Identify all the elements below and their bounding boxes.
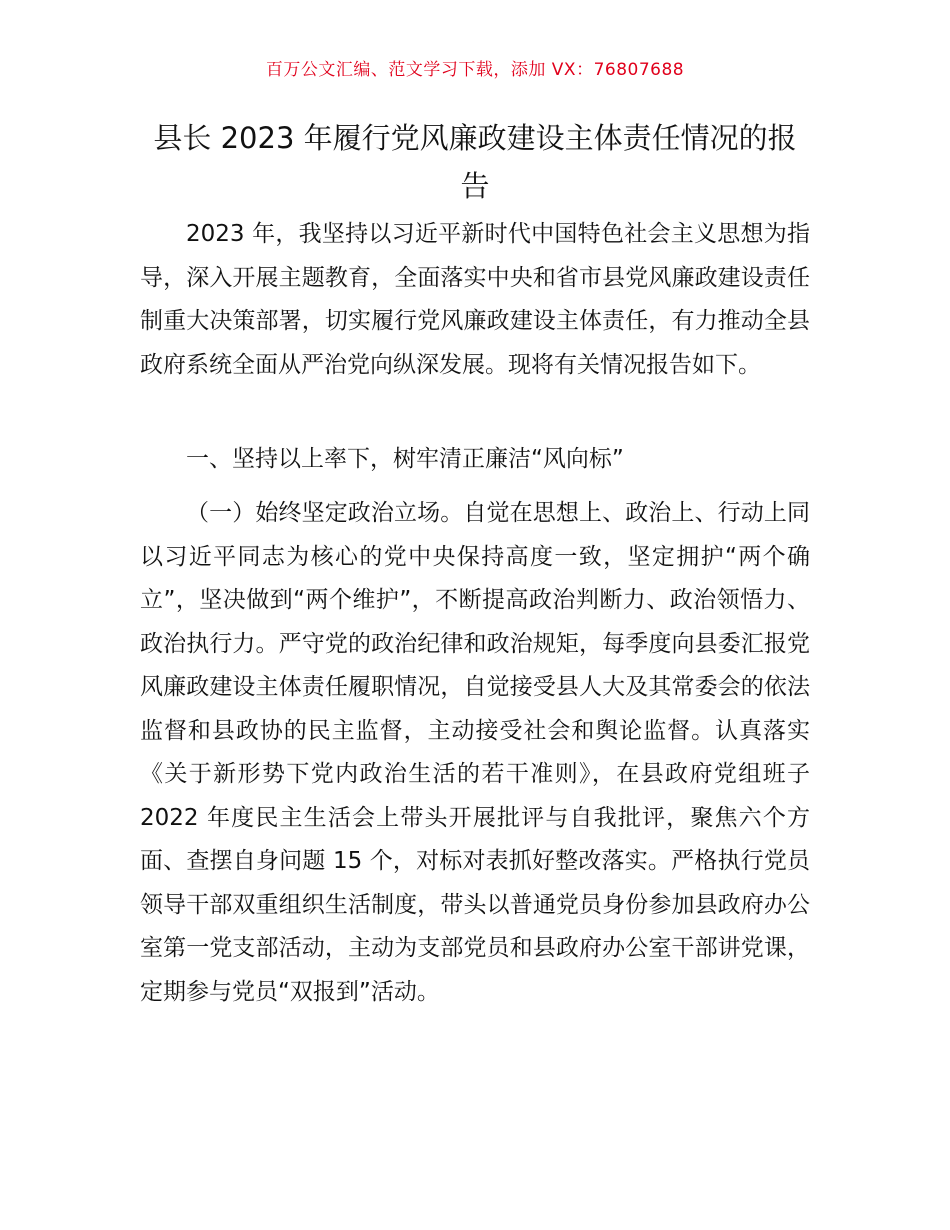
paragraph-section-1-1: （一）始终坚定政治立场。自觉在思想上、政治上、行动上同以习近平同志为核心的党中央保持高度一致，坚定拥护“两个确立”，坚决做到“两个维护”，不断提高政治判断力、政治领悟力、政治执行力。严守党的政治纪律和政治规矩，每季度向县委汇报党风廉政建设主体责任履职情况，自觉接受县人大及其常委会的依法监督和县政协的民主监督，主动接受社会和舆论监督。认真落实《关于新形势下党内政治生活的若干准则》，在县政府党组班子 2022 年度民主生活会上带头开展批评与自我批评，聚焦六个方面、查摆自身问题 15 个，对标对表抓好整改落实。严格执行党员领导干部双重组织生活制度，带头以普通党员身份参加县政府办公室第一党支部活动，主动为支部党员和县政府办公室干部讲党课，定期参与党员“双报到”活动。 <box>140 500 810 1005</box>
section-heading-1: 一、坚持以上率下，树牢清正廉洁“风向标” <box>186 446 624 472</box>
paragraph-intro: 2023 年，我坚持以习近平新时代中国特色社会主义思想为指导，深入开展主题教育，全面落实中央和省市县党风廉政建设责任制重大决策部署，切实履行党风廉政建设主体责任，有力推动全县政府系统全面从严治党向纵深发展。现将有关情况报告如下。 <box>140 221 810 378</box>
document-title: 县长 2023 年履行党风廉政建设主体责任情况的报告 <box>153 121 797 203</box>
watermark-header: 百万公文汇编、范文学习下载，添加 VX：76807688 <box>265 60 685 80</box>
